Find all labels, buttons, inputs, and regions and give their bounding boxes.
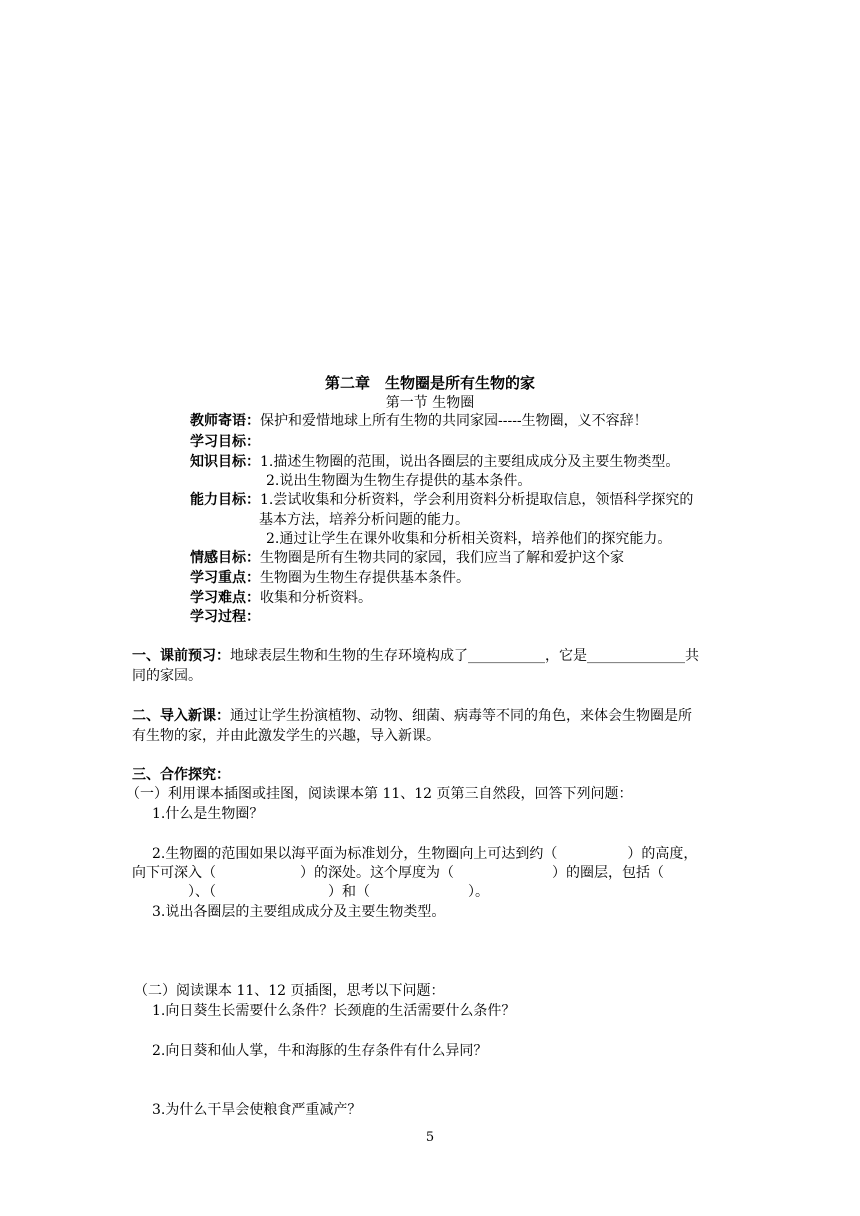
difficulty-text: 收集和分析资料。 bbox=[260, 590, 372, 606]
teacher-msg-line bbox=[190, 412, 648, 430]
knowledge-line-1 bbox=[190, 453, 679, 471]
preview-line-2: 同的家园。 bbox=[132, 668, 202, 684]
explore-part1: （一）利用课本插图或挂图，阅读课本第 11、12 页第三自然段，回答下列问题： bbox=[126, 786, 633, 802]
intro-text-1: 通过让学生扮演植物、动物、细菌、病毒等不同的角色，来体会生物圈是所 bbox=[230, 708, 692, 724]
difficulty-line bbox=[190, 589, 372, 607]
ability-line-1 bbox=[190, 491, 693, 509]
teacher-msg-text: 保护和爱惜地球上所有生物的共同家园-----生物圈，义不容辞！ bbox=[260, 413, 648, 429]
knowledge-label: 知识目标： bbox=[190, 454, 260, 470]
key-point-label: 学习重点： bbox=[190, 570, 260, 586]
difficulty-label: 学习难点： bbox=[190, 590, 260, 606]
preview-text-1: 地球表层生物和生物的生存环境构成了___________，它是______________共 bbox=[230, 648, 699, 664]
explore-p2-q1: 1.向日葵生长需要什么条件？长颈鹿的生活需要什么条件？ bbox=[152, 1003, 516, 1019]
preview-line-1 bbox=[132, 647, 699, 665]
explore-q2-line-2: 向下可深入（ ）的深处。这个厚度为（ ）的圈层，包括（ bbox=[132, 865, 664, 881]
explore-p2-q3: 3.为什么干旱会使粮食严重减产？ bbox=[152, 1102, 362, 1118]
chapter-title: 第二章 生物圈是所有生物的家 bbox=[324, 374, 535, 392]
knowledge-item-1: 1.描述生物圈的范围，说出各圈层的主要组成成分及主要生物类型。 bbox=[260, 454, 680, 470]
intro-label: 二、导入新课： bbox=[132, 708, 230, 724]
emotion-label: 情感目标： bbox=[190, 550, 260, 566]
key-point-line bbox=[190, 569, 470, 587]
ability-item-1b: 基本方法，培养分析问题的能力。 bbox=[259, 512, 469, 528]
knowledge-item-2: 2.说出生物圈为生物生存提供的基本条件。 bbox=[266, 473, 532, 489]
intro-line-2: 有生物的家，并由此激发学生的兴趣，导入新课。 bbox=[132, 728, 440, 744]
explore-part2: （二）阅读课本 11、12 页插图，思考以下问题： bbox=[134, 983, 445, 999]
emotion-line bbox=[190, 549, 624, 567]
explore-q2-line-3: ）、（ ）和（ ）。 bbox=[132, 884, 489, 900]
ability-item-2: 2.通过让学生在课外收集和分析相关资料，培养他们的探究能力。 bbox=[266, 531, 672, 547]
ability-label: 能力目标： bbox=[190, 492, 260, 508]
explore-label: 三、合作探究： bbox=[132, 767, 230, 783]
preview-label: 一、课前预习： bbox=[132, 648, 230, 664]
goals-label: 学习目标： bbox=[190, 434, 260, 450]
explore-p2-q2: 2.向日葵和仙人掌，牛和海豚的生存条件有什么异同？ bbox=[152, 1043, 488, 1059]
emotion-text: 生物圈是所有生物共同的家园，我们应当了解和爱护这个家 bbox=[260, 550, 624, 566]
intro-line-1 bbox=[132, 707, 692, 725]
ability-item-1a: 1.尝试收集和分析资料，学会利用资料分析提取信息，领悟科学探究的 bbox=[260, 492, 694, 508]
section-title: 第一节 生物圈 bbox=[385, 395, 475, 411]
page-number: 5 bbox=[425, 1130, 435, 1145]
explore-q2-line-1: 2.生物圈的范围如果以海平面为标准划分，生物圈向上可达到约（ ）的高度， bbox=[152, 846, 698, 862]
explore-q1: 1.什么是生物圈？ bbox=[152, 806, 264, 822]
key-point-text: 生物圈为生物生存提供基本条件。 bbox=[260, 570, 470, 586]
explore-q3: 3.说出各圈层的主要组成成分及主要生物类型。 bbox=[152, 904, 446, 920]
teacher-msg-label: 教师寄语： bbox=[190, 413, 260, 429]
process-label: 学习过程： bbox=[190, 609, 260, 625]
